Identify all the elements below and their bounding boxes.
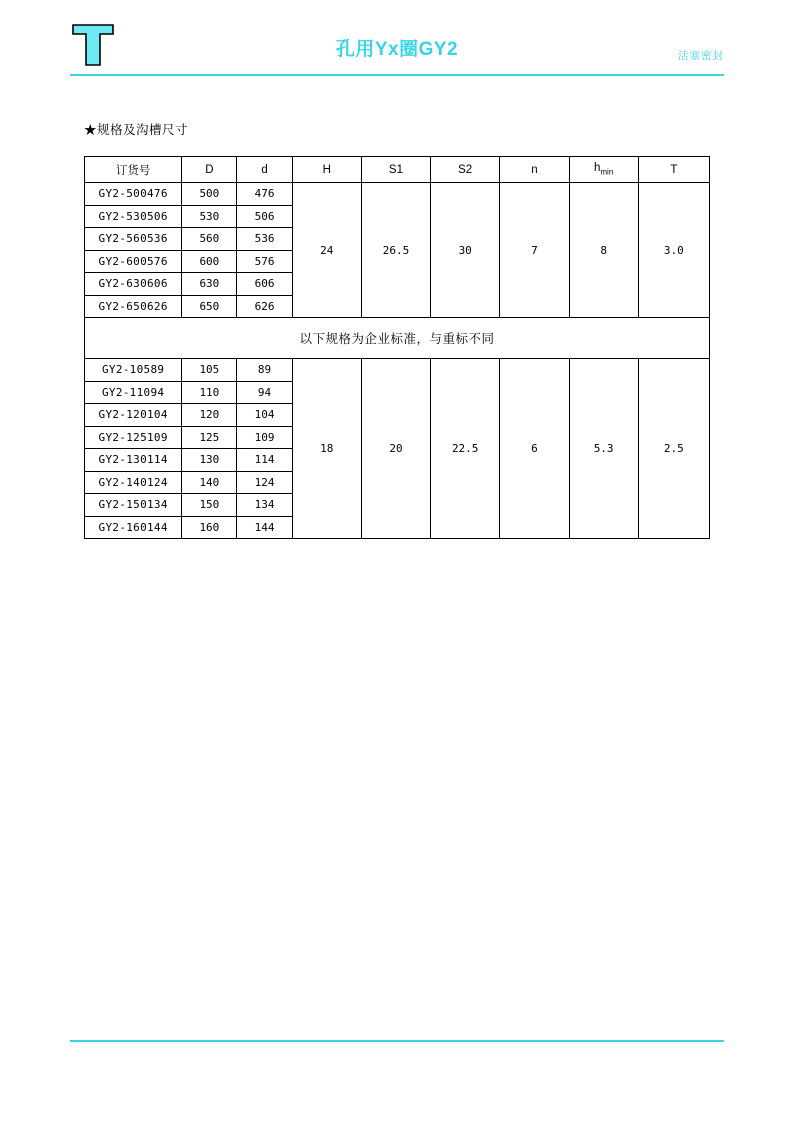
cell-S1-group1: 26.5 <box>361 183 430 318</box>
cell-d: 134 <box>237 494 292 517</box>
cell-order-no: GY2-600576 <box>85 250 182 273</box>
spec-table-container <box>84 156 710 539</box>
cell-order-no: GY2-130114 <box>85 449 182 472</box>
cell-d: 114 <box>237 449 292 472</box>
cell-D: 105 <box>182 359 237 382</box>
cell-n-group2: 6 <box>500 359 569 539</box>
cell-D: 120 <box>182 404 237 427</box>
cell-order-no: GY2-530506 <box>85 205 182 228</box>
header-n: n <box>500 157 569 183</box>
header-D: D <box>182 157 237 183</box>
cell-order-no: GY2-500476 <box>85 183 182 206</box>
cell-D: 110 <box>182 381 237 404</box>
cell-order-no: GY2-150134 <box>85 494 182 517</box>
cell-D: 130 <box>182 449 237 472</box>
cell-d: 506 <box>237 205 292 228</box>
cell-H-group1: 24 <box>292 183 361 318</box>
header-S1: S1 <box>361 157 430 183</box>
cell-d: 626 <box>237 295 292 318</box>
cell-order-no: GY2-11094 <box>85 381 182 404</box>
cell-n-group1: 7 <box>500 183 569 318</box>
cell-H-group2: 18 <box>292 359 361 539</box>
cell-order-no: GY2-650626 <box>85 295 182 318</box>
cell-D: 125 <box>182 426 237 449</box>
footer-divider <box>70 1040 724 1042</box>
cell-D: 560 <box>182 228 237 251</box>
cell-order-no: GY2-125109 <box>85 426 182 449</box>
header-S2: S2 <box>431 157 500 183</box>
cell-D: 630 <box>182 273 237 296</box>
page-title: 孔用Yx圈GY2 <box>335 39 459 60</box>
cell-order-no: GY2-160144 <box>85 516 182 539</box>
cell-D: 160 <box>182 516 237 539</box>
cell-d: 576 <box>237 250 292 273</box>
cell-d: 536 <box>237 228 292 251</box>
header-hmin <box>569 157 638 183</box>
header-order-no: 订货号 <box>85 157 182 183</box>
cell-S1-group2: 20 <box>361 359 430 539</box>
table-row <box>85 359 710 382</box>
header-h-subscript: min <box>600 167 614 177</box>
cell-D: 500 <box>182 183 237 206</box>
cell-d: 124 <box>237 471 292 494</box>
cell-S2-group2: 22.5 <box>431 359 500 539</box>
cell-order-no: GY2-560536 <box>85 228 182 251</box>
cell-S2-group1: 30 <box>431 183 500 318</box>
cell-order-no: GY2-120104 <box>85 404 182 427</box>
cell-hmin-group2: 5.3 <box>569 359 638 539</box>
cell-hmin-group1: 8 <box>569 183 638 318</box>
table-note-row <box>85 318 710 359</box>
cell-D: 650 <box>182 295 237 318</box>
cell-D: 530 <box>182 205 237 228</box>
cell-d: 144 <box>237 516 292 539</box>
cell-d: 89 <box>237 359 292 382</box>
section-title: ★规格及沟槽尺寸 <box>84 123 189 137</box>
cell-d: 606 <box>237 273 292 296</box>
header-divider <box>70 74 724 76</box>
cell-D: 140 <box>182 471 237 494</box>
page-header <box>0 0 794 86</box>
cell-d: 94 <box>237 381 292 404</box>
table-header-row <box>85 157 710 183</box>
cell-order-no: GY2-10589 <box>85 359 182 382</box>
cell-d: 104 <box>237 404 292 427</box>
header-d: d <box>237 157 292 183</box>
cell-d: 109 <box>237 426 292 449</box>
cell-d: 476 <box>237 183 292 206</box>
header-H: H <box>292 157 361 183</box>
header-T: T <box>638 157 709 183</box>
spec-table <box>84 156 710 539</box>
cell-order-no: GY2-630606 <box>85 273 182 296</box>
cell-T-group1: 3.0 <box>638 183 709 318</box>
table-note-cell: 以下规格为企业标准，与重标不同 <box>85 318 710 359</box>
cell-T-group2: 2.5 <box>638 359 709 539</box>
cell-order-no: GY2-140124 <box>85 471 182 494</box>
cell-D: 600 <box>182 250 237 273</box>
table-row <box>85 183 710 206</box>
header-h-letter: h <box>593 162 601 175</box>
header-subtitle: 活塞密封 <box>678 50 724 62</box>
cell-D: 150 <box>182 494 237 517</box>
